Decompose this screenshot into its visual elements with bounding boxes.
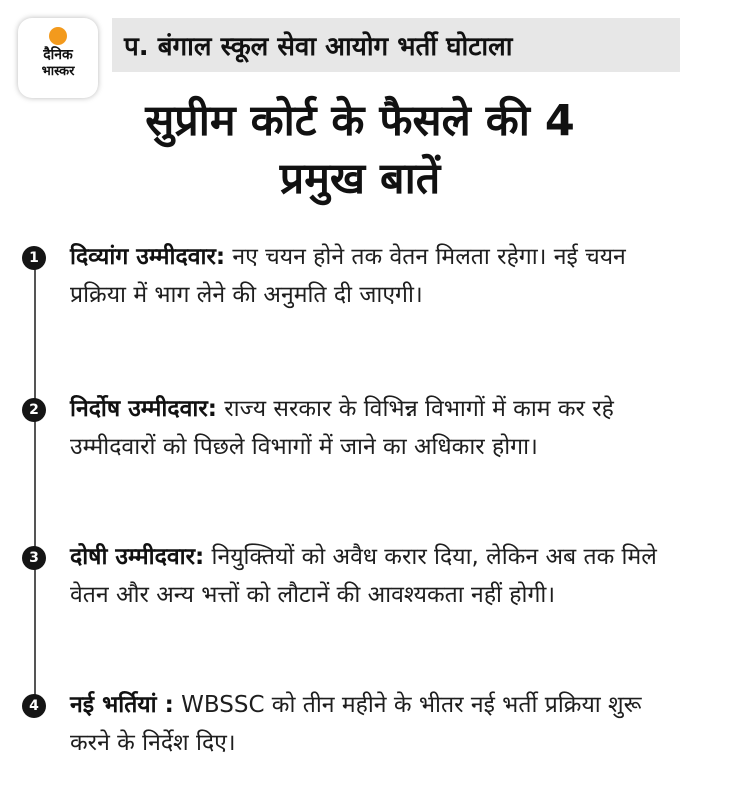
point-text xyxy=(70,686,665,762)
sun-icon xyxy=(49,27,67,45)
point-label: दिव्यांग उम्मीदवार: xyxy=(70,244,226,270)
topic-tag: प. बंगाल स्कूल सेवा आयोग भर्ती घोटाला xyxy=(112,18,680,72)
headline: सुप्रीम कोर्ट के फैसले की 4 प्रमुख बातें xyxy=(145,96,575,204)
logo-text-line2: भास्कर xyxy=(41,64,75,79)
number-badge: 3 xyxy=(22,546,46,570)
number-badge: 4 xyxy=(22,694,46,718)
point-label: नई भर्तियां : xyxy=(70,692,174,718)
point-text xyxy=(70,390,665,466)
point-body: नियुक्तियों को अवैध करार दिया, लेकिन अब तक मिले वेतन और अन्य भत्तों को लौटानें की आवश्यकता नहीं होगी। xyxy=(70,544,657,608)
point-text xyxy=(70,238,665,314)
point-label: दोषी उम्मीदवार: xyxy=(70,544,205,570)
point-body: राज्य सरकार के विभिन्न विभागों में काम कर रहे उम्मीदवारों को पिछले विभागों में जाने का अधिकार होगा। xyxy=(70,396,614,460)
point-text xyxy=(70,538,665,614)
number-badge: 1 xyxy=(22,246,46,270)
dainik-bhaskar-logo xyxy=(18,18,98,98)
number-badge: 2 xyxy=(22,398,46,422)
point-label: निर्दोष उम्मीदवार: xyxy=(70,396,217,422)
logo-text-line1: दैनिक xyxy=(43,47,73,63)
timeline-line xyxy=(34,258,36,704)
point-body: WBSSC को तीन महीने के भीतर नई भर्ती प्रक्रिया शुरू करने के निर्देश दिए। xyxy=(70,692,642,756)
point-body: नए चयन होने तक वेतन मिलता रहेगा। नई चयन प्रक्रिया में भाग लेने की अनुमति दी जाएगी। xyxy=(70,244,626,308)
